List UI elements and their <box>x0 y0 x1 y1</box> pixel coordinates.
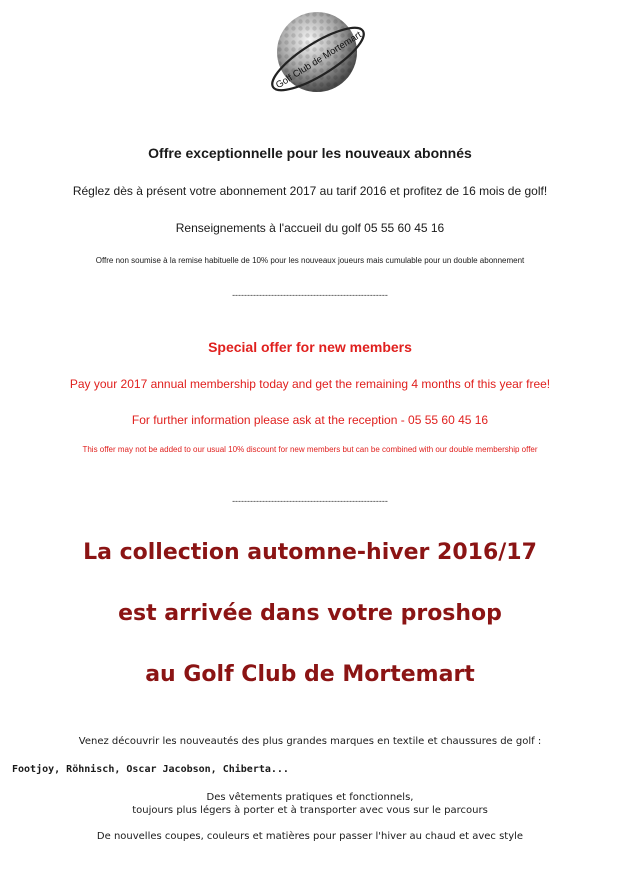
separator: ---------------------------------------------------- <box>232 290 388 300</box>
french-offer-title: Offre exceptionnelle pour les nouveaux abonnés <box>148 145 472 161</box>
english-offer-title: Special offer for new members <box>208 339 412 355</box>
english-offer-contact: For further information please ask at the reception - 05 55 60 45 16 <box>131 413 489 427</box>
collection-headline-1: La collection automne-hiver 2016/17 <box>83 540 537 565</box>
logo-text: Golf Club de Mortemart <box>274 29 364 92</box>
collection-description-1: Des vêtements pratiques et fonctionnels, <box>206 792 414 803</box>
collection-description-3: De nouvelles coupes, couleurs et matières pour passer l'hiver au chaud et avec style <box>96 831 524 842</box>
golf-club-logo <box>262 4 376 104</box>
brand-list: Footjoy, Röhnisch, Oscar Jacobson, Chiberta... <box>12 764 289 775</box>
collection-headline-2: est arrivée dans votre proshop <box>118 601 502 626</box>
separator: ---------------------------------------------------- <box>232 496 388 506</box>
collection-headline-3: au Golf Club de Mortemart <box>145 662 475 687</box>
english-offer-line1: Pay your 2017 annual membership today and get the remaining 4 months of this year free! <box>69 377 551 391</box>
english-offer-note: This offer may not be added to our usual 10% discount for new members but can be combined with our double membership offer <box>82 445 538 454</box>
collection-description-2: toujours plus légers à porter et à transporter avec vous sur le parcours <box>132 805 488 816</box>
collection-intro: Venez découvrir les nouveautés des plus grandes marques en textile et chaussures de golf : <box>78 736 542 747</box>
french-offer-line1: Réglez dès à présent votre abonnement 2017 au tarif 2016 et profitez de 16 mois de golf! <box>72 184 548 198</box>
french-offer-contact: Renseignements à l'accueil du golf 05 55 60 45 16 <box>175 221 445 235</box>
french-offer-note: Offre non soumise à la remise habituelle de 10% pour les nouveaux joueurs mais cumulable pour un double abonnement <box>95 256 525 265</box>
